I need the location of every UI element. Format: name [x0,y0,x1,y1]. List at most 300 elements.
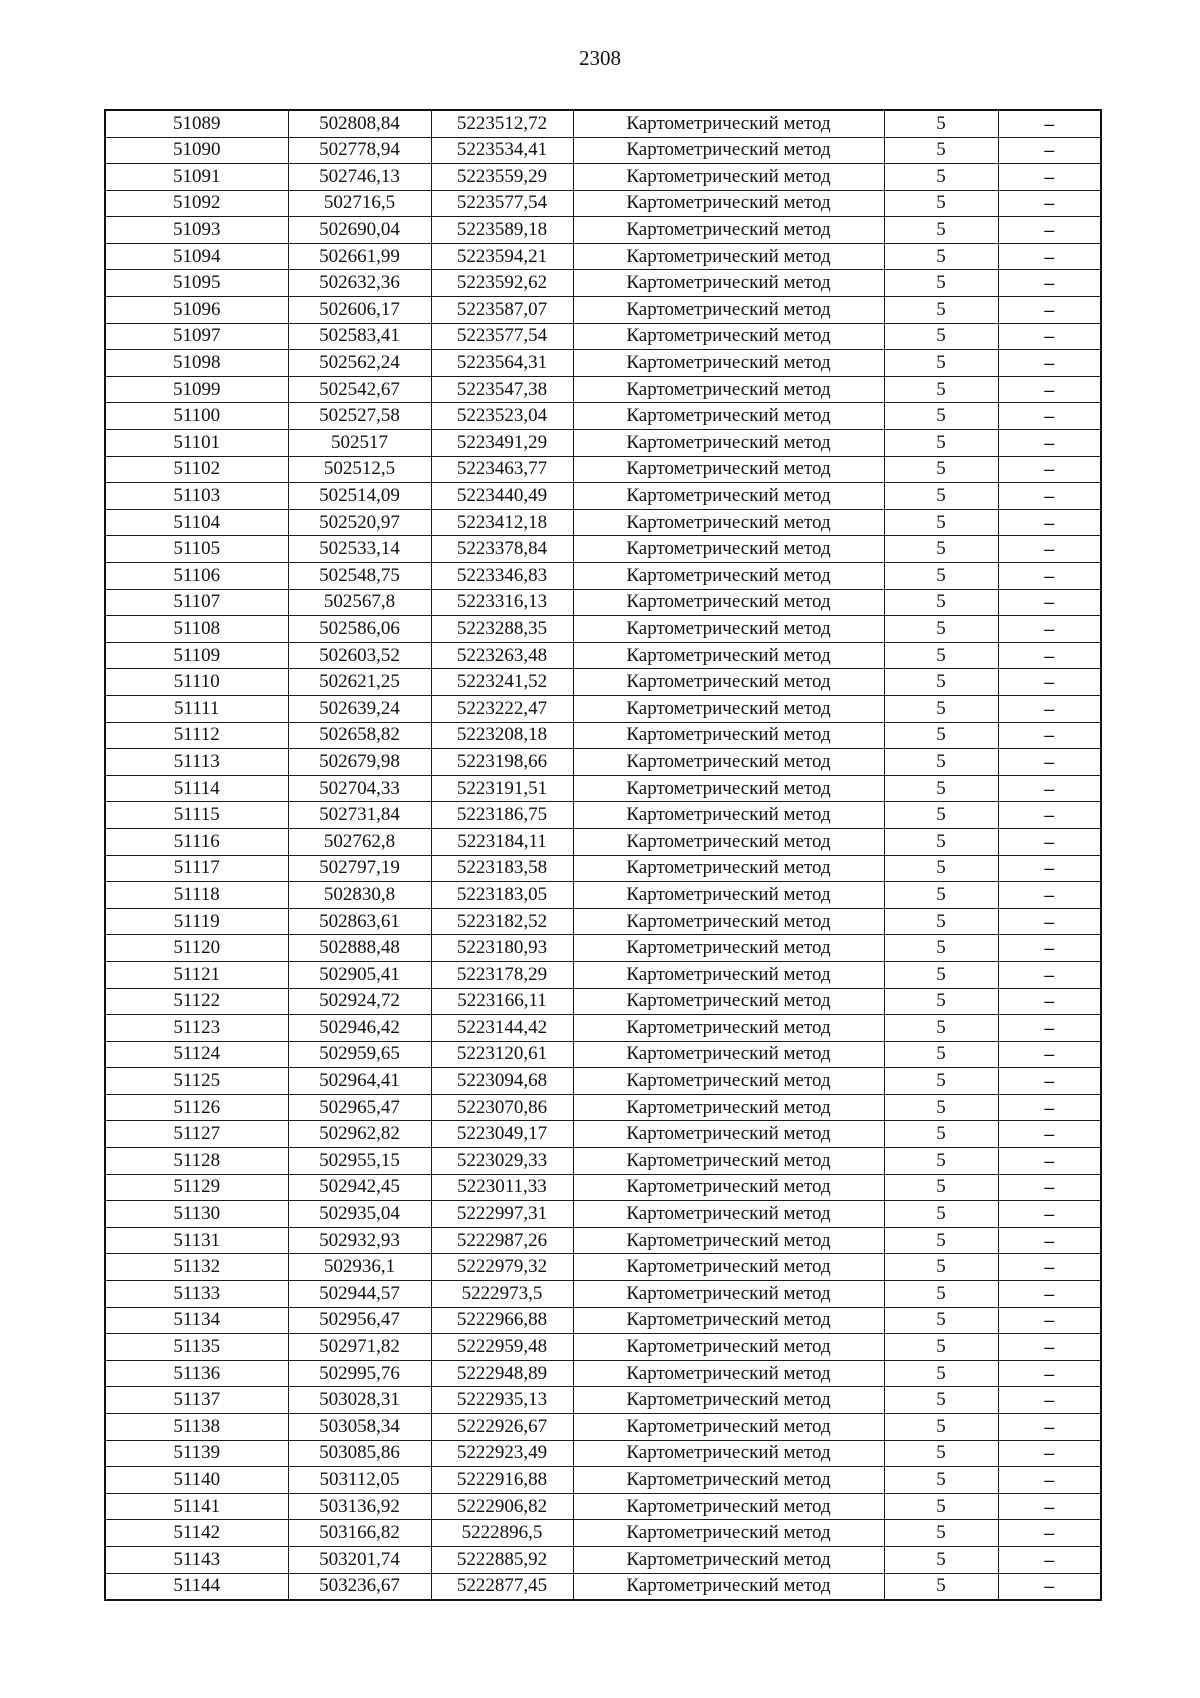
cell-note: – [998,749,1101,776]
cell-method: Картометрический метод [573,1254,884,1281]
cell-x: 502658,82 [288,722,431,749]
cell-y: 5223512,72 [431,110,573,137]
table-row [105,456,1101,483]
cell-point: 51104 [105,509,288,536]
cell-note: – [998,323,1101,350]
cell-accuracy: 5 [884,430,998,457]
cell-x: 502567,8 [288,589,431,616]
cell-y: 5222916,88 [431,1467,573,1494]
cell-point: 51106 [105,563,288,590]
cell-x: 503236,67 [288,1573,431,1600]
table-row [105,1387,1101,1414]
cell-y: 5223191,51 [431,775,573,802]
cell-accuracy: 5 [884,961,998,988]
cell-method: Картометрический метод [573,1015,884,1042]
cell-point: 51100 [105,403,288,430]
cell-accuracy: 5 [884,1227,998,1254]
cell-note: – [998,1068,1101,1095]
cell-y: 5223183,05 [431,882,573,909]
cell-y: 5223547,38 [431,376,573,403]
table-row [105,243,1101,270]
cell-note: – [998,376,1101,403]
cell-point: 51137 [105,1387,288,1414]
cell-point: 51130 [105,1201,288,1228]
cell-y: 5223049,17 [431,1121,573,1148]
cell-method: Картометрический метод [573,1493,884,1520]
cell-point: 51124 [105,1041,288,1068]
cell-x: 503112,05 [288,1467,431,1494]
cell-method: Картометрический метод [573,190,884,217]
cell-method: Картометрический метод [573,642,884,669]
cell-point: 51140 [105,1467,288,1494]
cell-accuracy: 5 [884,642,998,669]
cell-point: 51120 [105,935,288,962]
cell-x: 502956,47 [288,1307,431,1334]
cell-method: Картометрический метод [573,749,884,776]
cell-x: 502517 [288,430,431,457]
cell-accuracy: 5 [884,589,998,616]
table-row [105,297,1101,324]
cell-y: 5223288,35 [431,616,573,643]
table-row [105,722,1101,749]
cell-point: 51092 [105,190,288,217]
cell-y: 5222987,26 [431,1227,573,1254]
cell-x: 503136,92 [288,1493,431,1520]
cell-accuracy: 5 [884,403,998,430]
cell-point: 51105 [105,536,288,563]
cell-accuracy: 5 [884,350,998,377]
cell-x: 502965,47 [288,1094,431,1121]
cell-x: 502830,8 [288,882,431,909]
cell-point: 51093 [105,217,288,244]
cell-accuracy: 5 [884,1148,998,1175]
table-row [105,270,1101,297]
table-row [105,323,1101,350]
cell-method: Картометрический метод [573,1360,884,1387]
cell-point: 51141 [105,1493,288,1520]
cell-note: – [998,509,1101,536]
cell-x: 502512,5 [288,456,431,483]
cell-note: – [998,961,1101,988]
cell-y: 5223070,86 [431,1094,573,1121]
cell-accuracy: 5 [884,456,998,483]
cell-y: 5223144,42 [431,1015,573,1042]
cell-method: Картометрический метод [573,1281,884,1308]
cell-method: Картометрический метод [573,1174,884,1201]
cell-y: 5222885,92 [431,1546,573,1573]
table-row [105,1546,1101,1573]
cell-y: 5223186,75 [431,802,573,829]
cell-accuracy: 5 [884,509,998,536]
cell-note: – [998,1520,1101,1547]
cell-x: 502995,76 [288,1360,431,1387]
table-row [105,1201,1101,1228]
table-row [105,1493,1101,1520]
cell-x: 502716,5 [288,190,431,217]
cell-method: Картометрический метод [573,1546,884,1573]
cell-point: 51094 [105,243,288,270]
cell-x: 502946,42 [288,1015,431,1042]
table-row [105,1573,1101,1600]
cell-y: 5223180,93 [431,935,573,962]
cell-point: 51098 [105,350,288,377]
table-row [105,1254,1101,1281]
cell-note: – [998,1281,1101,1308]
cell-x: 502778,94 [288,137,431,164]
cell-x: 502548,75 [288,563,431,590]
cell-y: 5222973,5 [431,1281,573,1308]
cell-method: Картометрический метод [573,1387,884,1414]
cell-x: 502942,45 [288,1174,431,1201]
table-row [105,1094,1101,1121]
cell-method: Картометрический метод [573,961,884,988]
cell-note: – [998,270,1101,297]
cell-method: Картометрический метод [573,536,884,563]
cell-note: – [998,695,1101,722]
cell-point: 51144 [105,1573,288,1600]
cell-note: – [998,1307,1101,1334]
cell-accuracy: 5 [884,722,998,749]
cell-y: 5223378,84 [431,536,573,563]
cell-y: 5223346,83 [431,563,573,590]
table-row [105,1414,1101,1441]
cell-accuracy: 5 [884,483,998,510]
table-row [105,961,1101,988]
cell-y: 5222959,48 [431,1334,573,1361]
cell-note: – [998,110,1101,137]
cell-point: 51113 [105,749,288,776]
cell-y: 5223534,41 [431,137,573,164]
cell-method: Картометрический метод [573,376,884,403]
cell-method: Картометрический метод [573,616,884,643]
cell-note: – [998,1041,1101,1068]
cell-method: Картометрический метод [573,669,884,696]
cell-accuracy: 5 [884,1201,998,1228]
cell-accuracy: 5 [884,1041,998,1068]
cell-x: 502746,13 [288,164,431,191]
cell-note: – [998,775,1101,802]
cell-accuracy: 5 [884,1281,998,1308]
table-row [105,350,1101,377]
cell-note: – [998,217,1101,244]
table-row [105,1041,1101,1068]
cell-method: Картометрический метод [573,1467,884,1494]
cell-y: 5222997,31 [431,1201,573,1228]
cell-method: Картометрический метод [573,1148,884,1175]
cell-accuracy: 5 [884,908,998,935]
cell-x: 502936,1 [288,1254,431,1281]
cell-x: 502762,8 [288,828,431,855]
cell-accuracy: 5 [884,882,998,909]
cell-x: 502971,82 [288,1334,431,1361]
cell-method: Картометрический метод [573,350,884,377]
cell-point: 51096 [105,297,288,324]
cell-point: 51109 [105,642,288,669]
table-row [105,403,1101,430]
cell-accuracy: 5 [884,137,998,164]
cell-method: Картометрический метод [573,695,884,722]
cell-method: Картометрический метод [573,802,884,829]
cell-x: 502944,57 [288,1281,431,1308]
cell-note: – [998,882,1101,909]
cell-note: – [998,1467,1101,1494]
cell-x: 503085,86 [288,1440,431,1467]
table-row [105,1227,1101,1254]
cell-note: – [998,988,1101,1015]
cell-note: – [998,456,1101,483]
cell-point: 51091 [105,164,288,191]
cell-point: 51089 [105,110,288,137]
cell-point: 51097 [105,323,288,350]
table-row [105,509,1101,536]
cell-point: 51122 [105,988,288,1015]
cell-x: 503201,74 [288,1546,431,1573]
cell-y: 5223412,18 [431,509,573,536]
cell-method: Картометрический метод [573,217,884,244]
cell-point: 51116 [105,828,288,855]
cell-accuracy: 5 [884,1174,998,1201]
cell-point: 51090 [105,137,288,164]
cell-x: 502935,04 [288,1201,431,1228]
cell-point: 51107 [105,589,288,616]
table-row [105,749,1101,776]
cell-point: 51142 [105,1520,288,1547]
cell-note: – [998,669,1101,696]
page-number: 2308 [579,46,621,70]
cell-accuracy: 5 [884,935,998,962]
cell-note: – [998,1573,1101,1600]
table-row [105,430,1101,457]
cell-accuracy: 5 [884,1520,998,1547]
table-row [105,1440,1101,1467]
cell-point: 51126 [105,1094,288,1121]
cell-x: 502542,67 [288,376,431,403]
cell-y: 5222966,88 [431,1307,573,1334]
cell-y: 5223208,18 [431,722,573,749]
cell-x: 502690,04 [288,217,431,244]
cell-y: 5223241,52 [431,669,573,696]
cell-accuracy: 5 [884,616,998,643]
cell-accuracy: 5 [884,1334,998,1361]
table-row [105,1174,1101,1201]
cell-y: 5223316,13 [431,589,573,616]
cell-note: – [998,536,1101,563]
table-row [105,1121,1101,1148]
cell-note: – [998,483,1101,510]
cell-accuracy: 5 [884,828,998,855]
cell-y: 5223183,58 [431,855,573,882]
table-row [105,935,1101,962]
table-row [105,483,1101,510]
cell-x: 502955,15 [288,1148,431,1175]
cell-method: Картометрический метод [573,1227,884,1254]
table-row [105,616,1101,643]
table-row [105,217,1101,244]
cell-point: 51132 [105,1254,288,1281]
cell-y: 5223094,68 [431,1068,573,1095]
cell-point: 51123 [105,1015,288,1042]
table-row [105,908,1101,935]
cell-point: 51127 [105,1121,288,1148]
cell-accuracy: 5 [884,1094,998,1121]
cell-point: 51119 [105,908,288,935]
cell-point: 51121 [105,961,288,988]
table-row [105,882,1101,909]
cell-note: – [998,855,1101,882]
cell-method: Картометрический метод [573,1201,884,1228]
cell-method: Картометрический метод [573,935,884,962]
cell-method: Картометрический метод [573,908,884,935]
cell-point: 51118 [105,882,288,909]
cell-y: 5222935,13 [431,1387,573,1414]
table-row [105,775,1101,802]
cell-y: 5223594,21 [431,243,573,270]
cell-note: – [998,1334,1101,1361]
cell-x: 502527,58 [288,403,431,430]
table-row [105,137,1101,164]
cell-x: 502621,25 [288,669,431,696]
cell-x: 503166,82 [288,1520,431,1547]
cell-x: 502583,41 [288,323,431,350]
cell-point: 51095 [105,270,288,297]
cell-point: 51135 [105,1334,288,1361]
cell-x: 502606,17 [288,297,431,324]
cell-accuracy: 5 [884,217,998,244]
cell-note: – [998,1360,1101,1387]
cell-point: 51131 [105,1227,288,1254]
cell-method: Картометрический метод [573,297,884,324]
cell-x: 502704,33 [288,775,431,802]
cell-note: – [998,908,1101,935]
cell-point: 51128 [105,1148,288,1175]
cell-x: 502797,19 [288,855,431,882]
cell-point: 51114 [105,775,288,802]
table-row [105,1068,1101,1095]
cell-x: 503058,34 [288,1414,431,1441]
cell-x: 502586,06 [288,616,431,643]
cell-point: 51102 [105,456,288,483]
cell-x: 502959,65 [288,1041,431,1068]
table-row [105,536,1101,563]
cell-point: 51108 [105,616,288,643]
table-row [105,563,1101,590]
cell-point: 51115 [105,802,288,829]
cell-point: 51111 [105,695,288,722]
cell-note: – [998,722,1101,749]
cell-method: Картометрический метод [573,110,884,137]
cell-y: 5223559,29 [431,164,573,191]
cell-y: 5223198,66 [431,749,573,776]
cell-note: – [998,642,1101,669]
table-row [105,110,1101,137]
cell-y: 5223166,11 [431,988,573,1015]
cell-method: Картометрический метод [573,243,884,270]
cell-x: 502924,72 [288,988,431,1015]
cell-method: Картометрический метод [573,1414,884,1441]
table-row [105,855,1101,882]
table-body [105,110,1101,1600]
cell-method: Картометрический метод [573,1121,884,1148]
table-row [105,190,1101,217]
cell-y: 5223178,29 [431,961,573,988]
cell-note: – [998,1493,1101,1520]
table-row [105,1334,1101,1361]
cell-method: Картометрический метод [573,509,884,536]
cell-point: 51103 [105,483,288,510]
cell-y: 5223222,47 [431,695,573,722]
table-row [105,589,1101,616]
cell-x: 502603,52 [288,642,431,669]
table-row [105,988,1101,1015]
cell-accuracy: 5 [884,1573,998,1600]
cell-accuracy: 5 [884,1068,998,1095]
cell-accuracy: 5 [884,110,998,137]
cell-y: 5223523,04 [431,403,573,430]
cell-point: 51136 [105,1360,288,1387]
cell-accuracy: 5 [884,1121,998,1148]
cell-x: 502863,61 [288,908,431,935]
cell-point: 51112 [105,722,288,749]
cell-point: 51139 [105,1440,288,1467]
cell-accuracy: 5 [884,1307,998,1334]
cell-x: 502932,93 [288,1227,431,1254]
cell-accuracy: 5 [884,1440,998,1467]
cell-note: – [998,1546,1101,1573]
cell-method: Картометрический метод [573,855,884,882]
cell-point: 51129 [105,1174,288,1201]
cell-note: – [998,1174,1101,1201]
table-row [105,1281,1101,1308]
cell-method: Картометрический метод [573,137,884,164]
cell-y: 5223577,54 [431,190,573,217]
table-row [105,1015,1101,1042]
cell-accuracy: 5 [884,775,998,802]
cell-note: – [998,1201,1101,1228]
cell-note: – [998,297,1101,324]
table-row [105,1360,1101,1387]
cell-x: 502888,48 [288,935,431,962]
cell-accuracy: 5 [884,1015,998,1042]
cell-accuracy: 5 [884,749,998,776]
cell-method: Картометрический метод [573,1334,884,1361]
cell-accuracy: 5 [884,297,998,324]
cell-y: 5222979,32 [431,1254,573,1281]
cell-method: Картометрический метод [573,988,884,1015]
cell-x: 502562,24 [288,350,431,377]
table-row [105,828,1101,855]
cell-note: – [998,1414,1101,1441]
table-row [105,1307,1101,1334]
table-row [105,164,1101,191]
cell-method: Картометрический метод [573,775,884,802]
cell-method: Картометрический метод [573,1307,884,1334]
cell-y: 5223263,48 [431,642,573,669]
cell-method: Картометрический метод [573,589,884,616]
cell-x: 502731,84 [288,802,431,829]
cell-note: – [998,1148,1101,1175]
cell-y: 5222906,82 [431,1493,573,1520]
cell-note: – [998,563,1101,590]
cell-note: – [998,1015,1101,1042]
cell-y: 5223589,18 [431,217,573,244]
cell-accuracy: 5 [884,695,998,722]
cell-y: 5222896,5 [431,1520,573,1547]
cell-y: 5223029,33 [431,1148,573,1175]
cell-y: 5223592,62 [431,270,573,297]
cell-accuracy: 5 [884,1467,998,1494]
cell-y: 5223587,07 [431,297,573,324]
table-row [105,695,1101,722]
